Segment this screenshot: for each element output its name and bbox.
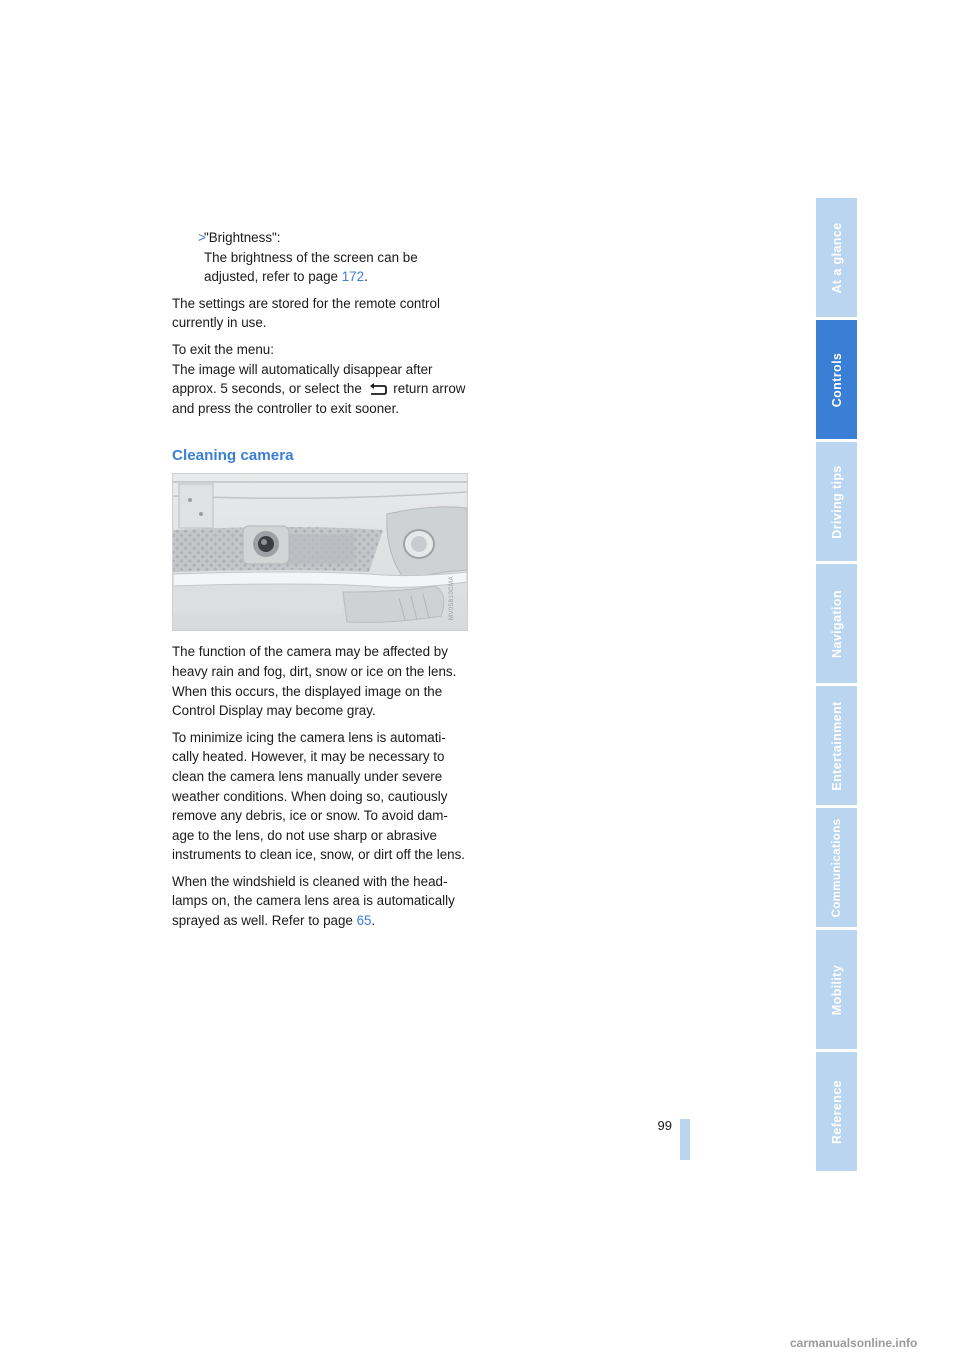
section-tabs [816,198,857,1174]
settings-paragraph: The settings are stored for the remote control currently in use. [172,295,440,331]
tab-communications[interactable]: Communications [816,808,857,927]
return-arrow-icon [368,382,388,396]
bullet-line-3: adjusted, refer to page [204,269,342,285]
bullet-line-2: The brightness of the screen can be [204,249,418,265]
exit-menu-paragraph: To exit the menu: The image will automatically disappear after approx. 5 seconds, or select the return arrow and press the controller to exit sooner. [172,341,466,416]
tab-driving-tips[interactable]: Driving tips [816,442,857,561]
page-link-172[interactable]: 172 [341,269,365,285]
tab-mobility[interactable]: Mobility [816,930,857,1049]
windshield-paragraph: When the windshield is cleaned with the head-lamps on, the camera lens area is automatically sprayed as well. Refer to page 65. [172,873,455,929]
bullet-marker: > [198,230,206,245]
page-link-65[interactable]: 65 [356,913,372,929]
tab-reference[interactable]: Reference [816,1052,857,1171]
bullet-title: "Brightness": [204,230,281,245]
icing-paragraph: To minimize icing the camera lens is automati-cally heated. However, it may be necessary to clean the camera lens manually under severe weather conditions. When doing so, cautiously remove any debris, ice or snow. To avoid dam-age to the lens, do not use sharp or abrasive instruments to clean ice, snow, or dirt off the lens. [172,729,466,863]
exit-menu-label: To exit the menu: [172,341,274,357]
section-heading: Cleaning camera [172,447,294,465]
camera-function-paragraph: The function of the camera may be affected by heavy rain and fog, dirt, snow or ice on the lens. When this occurs, the displayed image on the Control Display may become gray. [172,644,457,719]
tab-navigation[interactable]: Navigation [816,564,857,683]
page-content [172,228,468,938]
tab-entertainment[interactable]: Entertainment [816,686,857,805]
tab-controls[interactable]: Controls [816,320,857,439]
brightness-bullet: > "Brightness": The brightness of the screen can be adjusted, refer to page 172. [198,230,418,285]
page-number: 99 [657,1118,672,1133]
tab-at-a-glance[interactable]: At a glance [816,198,857,317]
page-number-bar [680,1119,690,1160]
figure-code: MV05810CMA [449,576,456,621]
watermark: carmanualsonline.info [790,1336,918,1350]
bumper-camera-drawing [173,474,467,630]
camera-illustration [172,473,468,631]
